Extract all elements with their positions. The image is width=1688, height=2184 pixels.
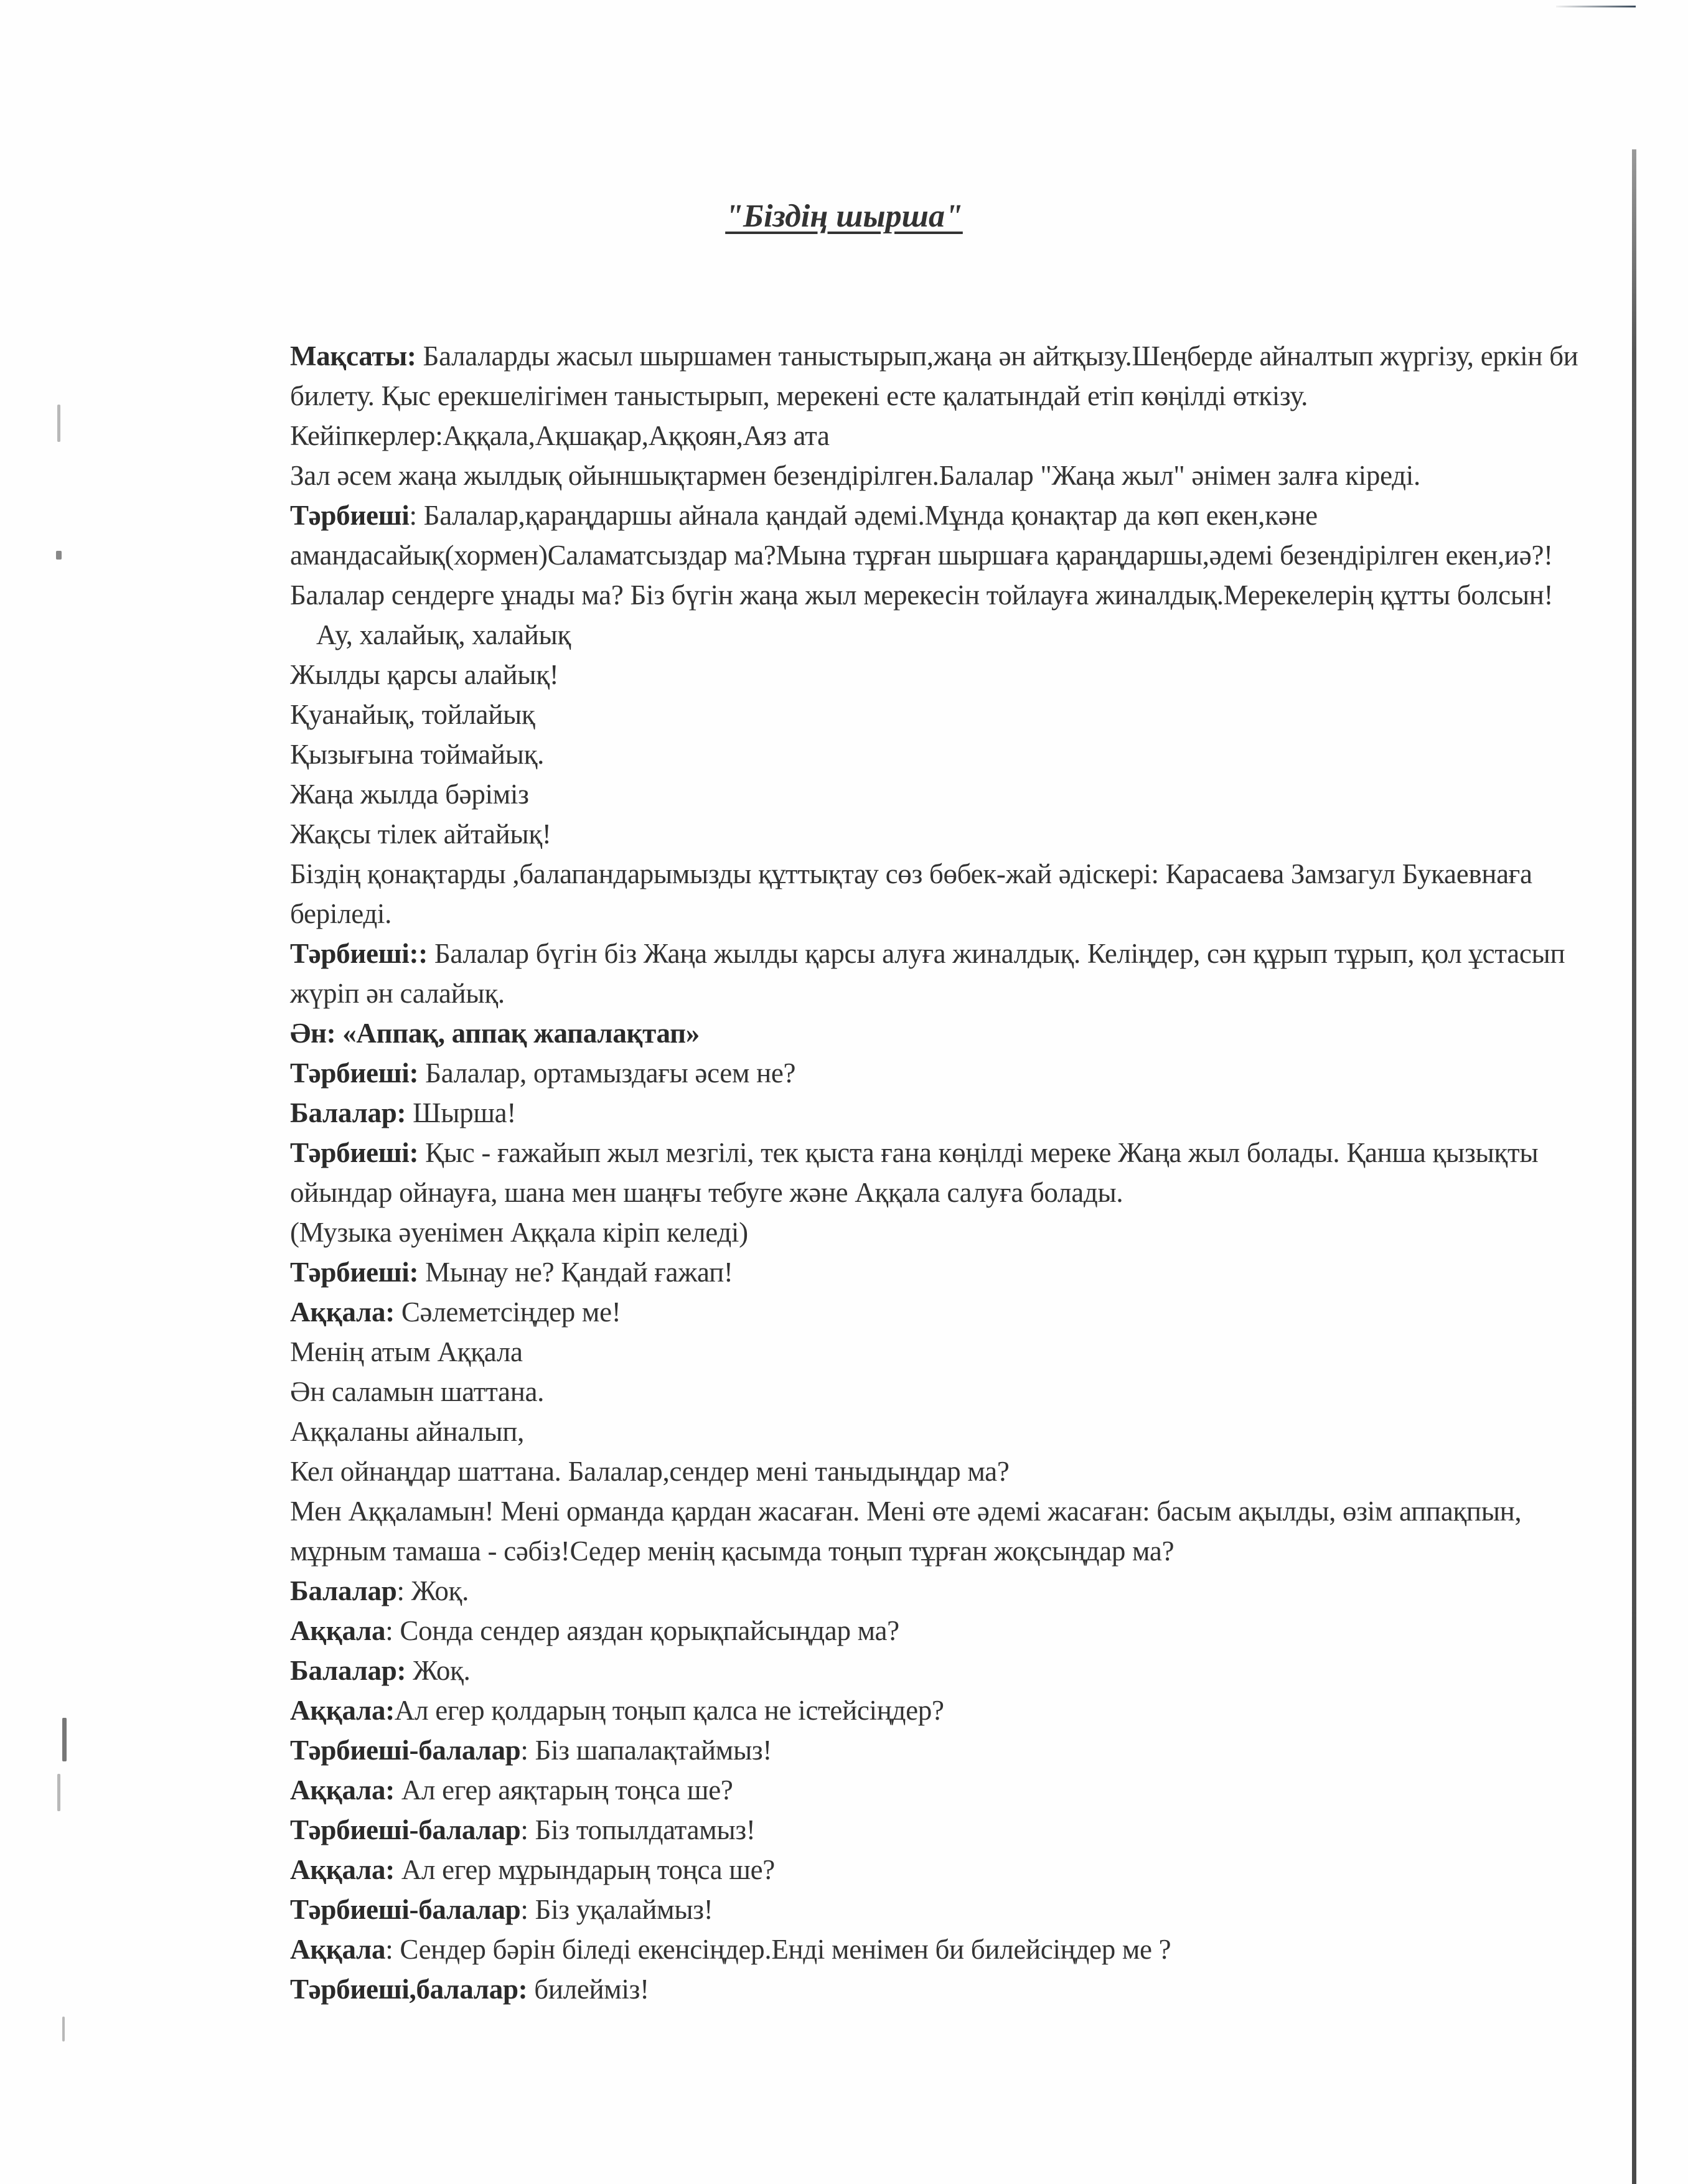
- scan-edge-top-line: [1556, 6, 1636, 7]
- poem-line: Қуанайық, тойлайық: [290, 699, 535, 730]
- dialogue-line: [290, 1133, 1585, 1212]
- speaker-label: Тәрбиеші-балалар: [290, 1814, 521, 1845]
- speaker-label: Аққала:: [290, 1774, 395, 1806]
- paragraph-text: Сәлеметсіңдер ме!: [394, 1296, 621, 1328]
- paragraph-text: Мынау не? Қандай ғажап!: [418, 1257, 733, 1288]
- dialogue-line: [290, 1292, 1585, 1332]
- scan-speck: [56, 551, 62, 560]
- paragraph-text: : Сендер бәрін біледі екенсіңдер.Енді менімен би билейсіңдер ме ?: [385, 1934, 1171, 1965]
- dialogue-line: [290, 1929, 1585, 1969]
- dialogue-line: [290, 495, 1585, 615]
- paragraph-text: Жоқ.: [406, 1655, 471, 1686]
- dialogue-line: [290, 1093, 1585, 1133]
- paragraph-text: : Сонда сендер аяздан қорықпайсыңдар ма?: [385, 1615, 899, 1646]
- paragraph-text: Шырша!: [406, 1097, 517, 1128]
- text-line: [290, 1451, 1585, 1491]
- speaker-label: Тәрбиеші,балалар:: [290, 1974, 528, 2005]
- dialogue-line: [290, 1969, 1585, 2009]
- speaker-label: Аққала: [290, 1615, 386, 1646]
- paragraph-text: Мен Аққаламын! Мені орманда қардан жасаған. Мені өте әдемі жасаған: басым ақылды, өзім аппақпын, мұрным тамаша - сәбіз!Седер менің қасымда тоңып тұрған жоқсыңдар ма?: [290, 1496, 1522, 1567]
- poem-line: Жылды қарсы алайық!: [290, 659, 559, 690]
- speaker-label: Тәрбиеші::: [290, 938, 428, 969]
- paragraph-text: Аққаланы айналып,: [290, 1416, 525, 1447]
- dialogue-line: [290, 1252, 1585, 1292]
- paragraph-text: : Біз шапалақтаймыз!: [520, 1735, 772, 1766]
- dialogue-line: [290, 1770, 1585, 1810]
- poem-line: Ау, халайық, халайық: [316, 619, 571, 650]
- paragraph-text: Ал егер мұрындарың тоңса ше?: [394, 1854, 775, 1885]
- paragraph-text: Қыс - ғажайып жыл мезгілі, тек қыста ғана көңілді мереке Жаңа жыл болады. Қанша қызықты ойындар ойнауға, шана мен шаңғы тебуге және Аққала салуға болады.: [290, 1137, 1539, 1208]
- dialogue-line: [290, 1611, 1585, 1651]
- speaker-label: Мақсаты:: [290, 340, 416, 372]
- text-line: [290, 1212, 1585, 1252]
- paragraph-text: (Музыка әуенімен Аққала кіріп келеді): [290, 1217, 748, 1248]
- paragraph-text: Менің атым Аққала: [290, 1336, 523, 1367]
- paragraph-text: : Жоқ.: [396, 1575, 469, 1606]
- paragraph-text: билейміз!: [527, 1974, 649, 2005]
- speaker-label: Тәрбиеші:: [290, 1057, 419, 1089]
- speaker-label: Аққала:: [290, 1854, 395, 1885]
- speaker-label: Тәрбиеші: [290, 500, 410, 531]
- speaker-label: Аққала: [290, 1934, 386, 1965]
- stage-direction: [290, 456, 1585, 495]
- scan-speck: [62, 2017, 65, 2041]
- paragraph-text: Ән саламын шаттана.: [290, 1376, 545, 1407]
- dialogue-line: [290, 1013, 1585, 1053]
- text-line: [290, 1412, 1585, 1451]
- dialogue-line: [290, 1690, 1585, 1730]
- speaker-label: Тәрбиеші:: [290, 1137, 419, 1168]
- paragraph-text: Біздің қонақтарды ,балапандарымызды құттықтау сөз бөбек-жай әдіскері: Карасаева Замзагул Букаевнаға беріледі.: [290, 858, 1532, 929]
- text-line: [290, 1372, 1585, 1412]
- paragraph-text: : Біз топылдатамыз!: [520, 1814, 756, 1845]
- scan-speck: [57, 405, 60, 442]
- text-line: [290, 1491, 1585, 1571]
- dialogue-line: [290, 1651, 1585, 1690]
- text-line: [290, 854, 1585, 934]
- dialogue-line: [290, 1053, 1585, 1093]
- dialogue-line: [290, 934, 1585, 1013]
- paragraph-text: Балаларды жасыл шыршамен таныстырып,жаңа ән айтқызу.Шеңберде айналтып жүргізу, еркін би билету. Қыс ерекшелігімен таныстырып, мерекені есте қалатындай етіп көңілді өткізу. Кейіпкерлер:Аққала,Ақшақар,Аққоян,Аяз ата: [290, 340, 1578, 451]
- poem: [290, 615, 1585, 854]
- paragraph-text: Балалар бүгін біз Жаңа жылды қарсы алуға жиналдық. Келіңдер, сән құрып тұрып, қол ұстасып жүріп ән салайық.: [290, 938, 1565, 1009]
- text-line: [290, 1332, 1585, 1372]
- paragraph-text: Кел ойнаңдар шаттана. Балалар,сендер мені таныдыңдар ма?: [290, 1456, 1010, 1487]
- scan-speck: [57, 1774, 60, 1811]
- speaker-label: Балалар:: [290, 1655, 406, 1686]
- poem-line: Жаңа жылда бәріміз: [290, 779, 529, 810]
- speaker-label: Балалар: [290, 1575, 397, 1606]
- speaker-label: Тәрбиеші-балалар: [290, 1735, 521, 1766]
- paragraph-text: Ал егер қолдарың тоңып қалса не істейсіңдер?: [394, 1695, 944, 1726]
- dialogue-line: [290, 1890, 1585, 1929]
- poem-line: Қызығына тоймайық.: [290, 739, 545, 770]
- dialogue-line: [290, 1810, 1585, 1850]
- dialogue-line: [290, 1730, 1585, 1770]
- document-title: "Біздің шырша": [725, 199, 963, 234]
- speaker-label: Тәрбиеші-балалар: [290, 1894, 521, 1925]
- paragraph-text: Балалар, ортамыздағы әсем не?: [418, 1057, 796, 1089]
- paragraph-text: : Біз уқалаймыз!: [520, 1894, 713, 1925]
- speaker-label: Аққала:: [290, 1695, 395, 1726]
- document-body: [290, 336, 1585, 2009]
- scan-speck: [62, 1718, 67, 1761]
- dialogue-line: [290, 1850, 1585, 1890]
- paragraph-text: : Балалар,қараңдаршы айнала қандай әдемі.Мұнда қонақтар да көп екен,кәне амандасайық(хормен)Саламатсыздар ма?Мына тұрған шыршаға қараңдаршы,әдемі безендірілген екен,иә?!Балалар сендерге ұнады ма? Біз бүгін жаңа жыл мерекесін тойлауға жиналдық.Мерекелерің құтты болсын!: [290, 500, 1554, 611]
- goal-paragraph: [290, 336, 1585, 456]
- speaker-label: Тәрбиеші:: [290, 1257, 419, 1288]
- speaker-label: Ән: «Аппақ, аппақ жапалақтап»: [290, 1018, 700, 1049]
- speaker-label: Балалар:: [290, 1097, 406, 1128]
- dialogue-line: [290, 1571, 1585, 1611]
- dialogue-section: [290, 854, 1585, 2009]
- speaker-label: Аққала:: [290, 1296, 395, 1328]
- paragraph-text: Зал әсем жаңа жылдық ойыншықтармен безендірілген.Балалар "Жаңа жыл" әнімен залға кіреді.: [290, 460, 1420, 491]
- poem-line: Жақсы тілек айтайық!: [290, 818, 551, 850]
- paragraph-text: Ал егер аяқтарың тоңса ше?: [394, 1774, 733, 1806]
- scan-edge-right-line: [1632, 149, 1636, 2184]
